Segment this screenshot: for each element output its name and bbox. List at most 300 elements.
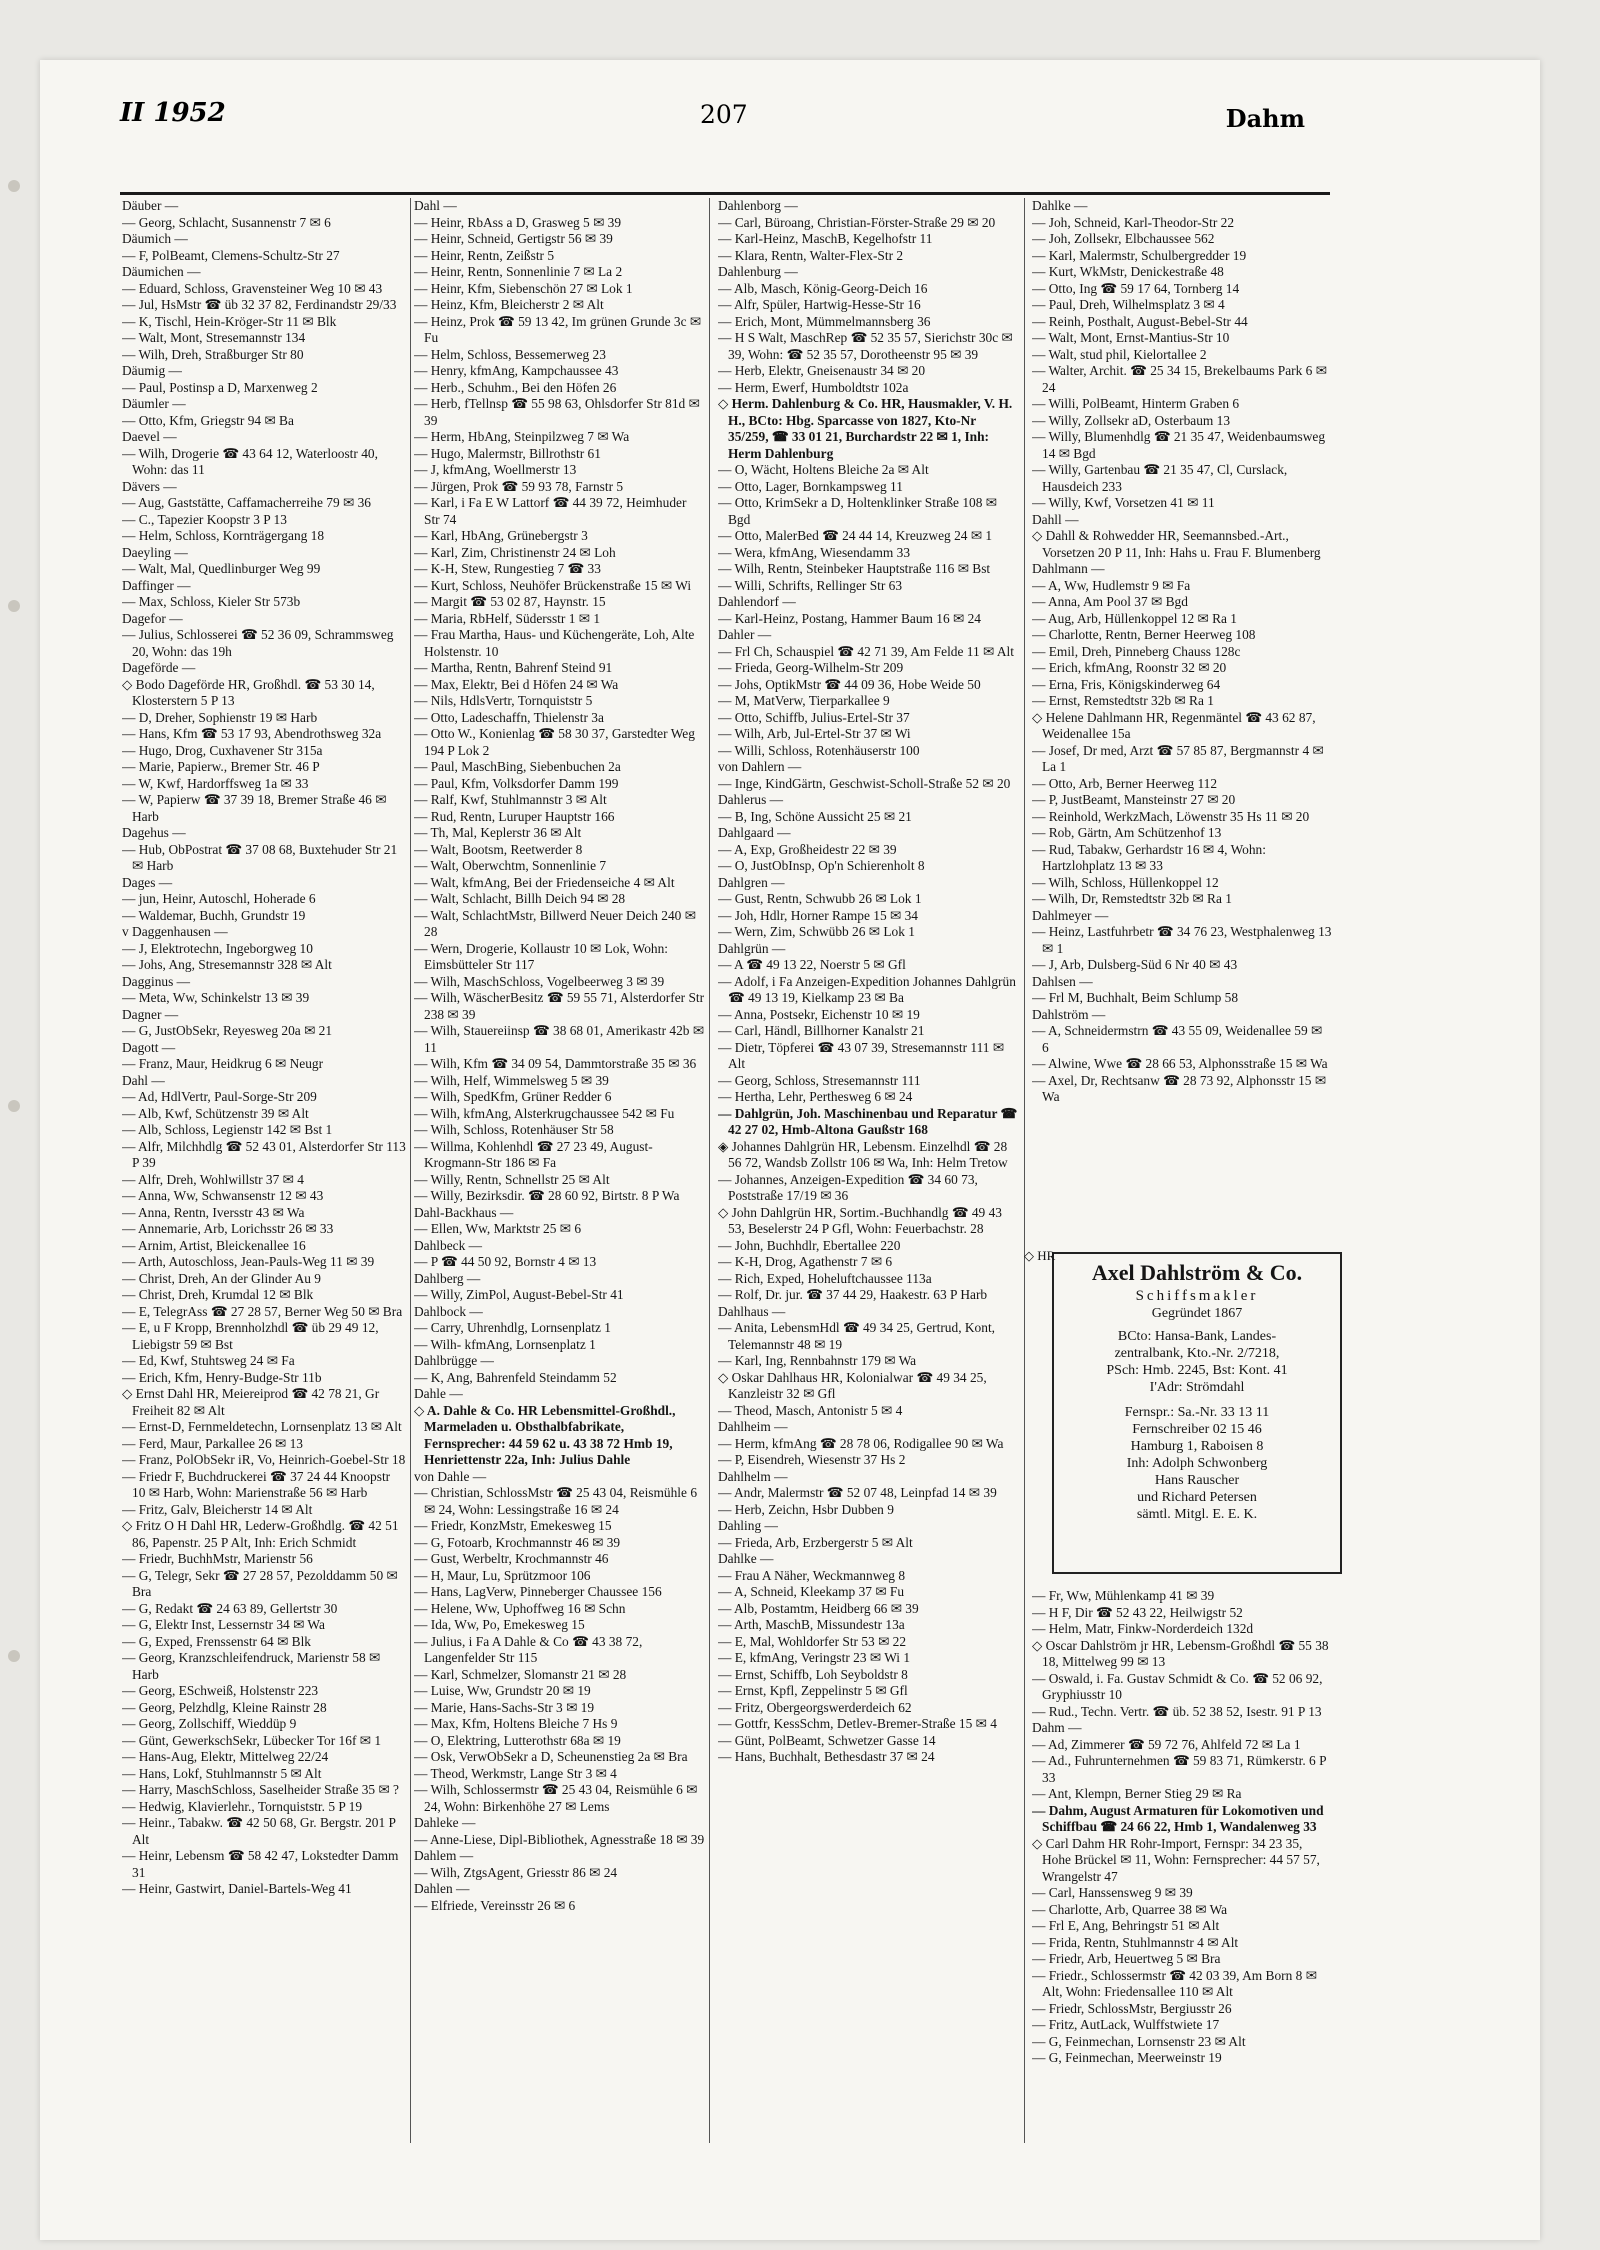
directory-entry: — Margit ☎ 53 02 87, Haynstr. 15 xyxy=(414,594,606,609)
directory-entry: — Nils, HdlsVertr, Tornquiststr 5 xyxy=(414,693,593,708)
directory-entry: — Marie, Papierw., Bremer Str. 46 P xyxy=(122,759,320,774)
directory-entry: — Heinr., Tabakw. ☎ 42 50 68, Gr. Bergstr. 201 P Alt xyxy=(122,1815,396,1847)
directory-entry: — Rud, Rentn, Luruper Hauptstr 166 xyxy=(414,808,615,824)
directory-entry: — G, JustObSekr, Reyesweg 20a ✉ 21 xyxy=(122,1023,333,1038)
directory-entry: — Joh, Zollsekr, Elbchaussee 562 xyxy=(1032,231,1215,246)
advert-line: BCto: Hansa-Bank, Landes- xyxy=(1117,1329,1277,1344)
directory-entry: — Hans, LagVerw, Pinneberger Chaussee 156 xyxy=(414,1584,662,1599)
directory-entry: — Friedr, BuchhMstr, Marienstr 56 xyxy=(122,1551,313,1566)
directory-entry: — Reinh, Posthalt, August-Bebel-Str 44 xyxy=(1032,313,1248,329)
directory-entry: — G, Fotoarb, Krochmannstr 46 ✉ 39 xyxy=(414,1534,621,1550)
directory-entry: — Hertha, Lehr, Perthesweg 6 ✉ 24 xyxy=(718,1089,913,1104)
advert-line: und Richard Petersen xyxy=(1137,1490,1257,1505)
directory-entry: — F, PolBeamt, Clemens-Schultz-Str 27 xyxy=(122,247,340,263)
directory-entry: — Gust, Werbeltr, Krochmannstr 46 xyxy=(414,1551,609,1566)
surname-heading: Dahlhelm — xyxy=(718,1468,788,1484)
advert-lines xyxy=(1054,1328,1340,1523)
directory-entry: — Ferd, Maur, Parkallee 26 ✉ 13 xyxy=(122,1435,304,1451)
directory-entry: — Herb, fTellnsp ☎ 55 98 63, Ohlsdorfer Str 81d ✉ 39 xyxy=(414,396,700,428)
directory-entry: — W, Kwf, Hardorffsweg 1a ✉ 33 xyxy=(122,775,309,791)
directory-entry: — Aug, Gaststätte, Caffamacherreihe 79 ✉ 36 xyxy=(122,495,371,510)
directory-entry: — Otto, Arb, Berner Heerweg 112 xyxy=(1032,775,1218,791)
directory-entry: — P, Eisendreh, Wiesenstr 37 Hs 2 xyxy=(718,1452,906,1467)
directory-entry: — Paul, Postinsp a D, Marxenweg 2 xyxy=(122,379,318,395)
directory-entry: — Erich, kfmAng, Roonstr 32 ✉ 20 xyxy=(1032,660,1227,675)
directory-entry: — Hugo, Drog, Cuxhavener Str 315a xyxy=(122,742,323,758)
directory-entry: — Anne-Liese, Dipl-Bibliothek, Agnesstraße 18 ✉ 39 xyxy=(414,1831,705,1847)
directory-entry: — Jürgen, Prok ☎ 59 93 78, Farnstr 5 xyxy=(414,478,624,494)
directory-entry: — C., Tapezier Koopstr 3 P 13 xyxy=(122,511,287,527)
directory-entry: — Wilh, Stauereiinsp ☎ 38 68 01, Amerikastr 42b ✉ 11 xyxy=(414,1023,705,1055)
directory-entry: — Dahlgrün, Joh. Maschinenbau und Reparatur ☎ 42 27 02, Hmb-Altona Gaußstr 168 xyxy=(718,1105,1018,1137)
directory-entry: — Waldemar, Buchh, Grundstr 19 xyxy=(122,907,306,923)
directory-entry: — Karl-Heinz, MaschB, Kegelhofstr 11 xyxy=(718,231,933,246)
directory-entry: — Dietr, Töpferei ☎ 43 07 39, Stresemannstr 111 ✉ Alt xyxy=(718,1039,1005,1071)
surname-heading: Däumich — xyxy=(122,231,188,246)
directory-entry: — Karl, HbAng, Grünebergstr 3 xyxy=(414,528,588,543)
directory-entry: ◇ Ernst Dahl HR, Meiereiprod ☎ 42 78 21, Gr Freiheit 82 ✉ Alt xyxy=(122,1386,380,1418)
directory-entry: — Julius, i Fa A Dahle & Co ☎ 43 38 72, Langenfelder Str 115 xyxy=(414,1633,643,1665)
directory-entry: — Herm, HbAng, Steinpilzweg 7 ✉ Wa xyxy=(414,429,630,444)
directory-entry: — Karl, Malermstr, Schulbergredder 19 xyxy=(1032,247,1247,263)
directory-entry: — E, TelegrAss ☎ 27 28 57, Berner Weg 50 ✉ Bra xyxy=(122,1303,403,1319)
directory-entry: — K, Tischl, Hein-Kröger-Str 11 ✉ Blk xyxy=(122,313,337,329)
surname-heading: Dahlhaus — xyxy=(718,1303,786,1319)
directory-entry: — Ida, Ww, Po, Emekesweg 15 xyxy=(414,1617,585,1632)
directory-entry: — H S Walt, MaschRep ☎ 52 35 57, Sierichstr 30c ✉ 39, Wohn: ☎ 52 35 57, Dorotheenstr 95 ✉ 39 xyxy=(718,330,1013,362)
surname-heading: Dahlerus — xyxy=(718,792,784,807)
directory-entry: — Helm, Matr, Finkw-Norderdeich 132d xyxy=(1032,1621,1254,1636)
directory-entry: — Carry, Uhrenhdlg, Lornsenplatz 1 xyxy=(414,1320,611,1335)
directory-entry: — Th, Mal, Keplerstr 36 ✉ Alt xyxy=(414,825,582,840)
directory-entry: — Axel, Dr, Rechtsanw ☎ 28 73 92, Alphonsstr 15 ✉ Wa xyxy=(1032,1072,1327,1104)
directory-entry: — Wern, Zim, Schwübb 26 ✉ Lok 1 xyxy=(718,924,915,939)
directory-entry: — O, Elektring, Lutterothstr 68a ✉ 19 xyxy=(414,1732,621,1748)
surname-heading: Dahling — xyxy=(718,1518,778,1533)
directory-entry: — Walter, Archit. ☎ 25 34 15, Brekelbaums Park 6 ✉ 24 xyxy=(1032,363,1327,395)
directory-entry: — A, Exp, Großheidestr 22 ✉ 39 xyxy=(718,841,897,857)
directory-entry: — Rud, Tabakw, Gerhardstr 16 ✉ 4, Wohn: Hartzlohplatz 13 ✉ 33 xyxy=(1032,841,1266,873)
directory-entry: — Paul, Kfm, Volksdorfer Damm 199 xyxy=(414,775,619,791)
directory-entry: — Willy, Gartenbau ☎ 21 35 47, Cl, Curslack, Hausdeich 233 xyxy=(1032,462,1288,494)
directory-entry: — Frau A Näher, Weckmannweg 8 xyxy=(718,1567,906,1583)
directory-entry: — Paul, Dreh, Wilhelmsplatz 3 ✉ 4 xyxy=(1032,297,1225,312)
surname-heading: Dagott — xyxy=(122,1039,176,1055)
directory-entry: — Otto, MalerBed ☎ 24 44 14, Kreuzweg 24 ✉ 1 xyxy=(718,528,993,543)
directory-entry: ◇ Dahll & Rohwedder HR, Seemannsbed.-Art., Vorsetzen 20 P 11, Inh: Hahs u. Frau F. Blumenberg xyxy=(1032,528,1321,560)
directory-entry: — Heinz, Lastfuhrbetr ☎ 34 76 23, Westphalenweg 13 ✉ 1 xyxy=(1032,924,1332,956)
directory-entry: ◇ Herm. Dahlenburg & Co. HR, Hausmakler, V. H. H., BCto: Hbg. Sparcasse von 1827, Kto-Nr 35/259, ☎ 33 01 21, Burchardstr 22 ✉ 1, Inh: Herm Dahlenburg xyxy=(718,396,1013,461)
directory-entry: — Heinr, Schneid, Gertigstr 56 ✉ 39 xyxy=(414,231,613,246)
directory-entry: — G, Exped, Frenssenstr 64 ✉ Blk xyxy=(122,1633,312,1649)
directory-entry: — Anna, Am Pool 37 ✉ Bgd xyxy=(1032,594,1188,609)
directory-entry: — Heinz, Prok ☎ 59 13 42, Im grünen Grunde 3c ✉ Fu xyxy=(414,313,702,345)
surname-heading: Dahm — xyxy=(1032,1720,1082,1735)
surname-heading: Dahl — xyxy=(122,1072,165,1088)
directory-entry: — Wilh, Schlossermstr ☎ 25 43 04, Reismühle 6 ✉ 24, Wohn: Birkenhöhe 27 ✉ Lems xyxy=(414,1782,698,1814)
directory-entry: — Friedr., Schlossermstr ☎ 42 03 39, Am Born 8 ✉ Alt, Wohn: Friedensallee 110 ✉ Alt xyxy=(1032,1967,1317,1999)
directory-entry: — Herm, kfmAng ☎ 28 78 06, Rodigallee 90 ✉ Wa xyxy=(718,1435,1004,1451)
directory-entry: — Carl, Händl, Billhorner Kanalstr 21 xyxy=(718,1023,925,1038)
directory-entry: — Otto, KrimSekr a D, Holtenklinker Straße 108 ✉ Bgd xyxy=(718,495,997,527)
directory-entry: — Emil, Dreh, Pinneberg Chauss 128c xyxy=(1032,643,1241,659)
directory-entry: — Arth, Autoschloss, Jean-Pauls-Weg 11 ✉ 39 xyxy=(122,1254,375,1269)
directory-entry: — Klara, Rentn, Walter-Flex-Str 2 xyxy=(718,247,904,263)
directory-entry: — Alb, Kwf, Schützenstr 39 ✉ Alt xyxy=(122,1105,309,1121)
directory-entry: — O, JustObInsp, Op'n Schierenholt 8 xyxy=(718,858,925,873)
directory-entry: — jun, Heinr, Autoschl, Hoherade 6 xyxy=(122,891,316,906)
directory-entry: — Hub, ObPostrat ☎ 37 08 68, Buxtehuder Str 21 ✉ Harb xyxy=(122,841,398,873)
directory-entry: — Erich, Kfm, Henry-Budge-Str 11b xyxy=(122,1369,322,1385)
directory-entry: — P ☎ 44 50 92, Bornstr 4 ✉ 13 xyxy=(414,1254,597,1269)
directory-entry: — Gottfr, KessSchm, Detlev-Bremer-Straße 15 ✉ 4 xyxy=(718,1716,997,1731)
directory-entry: — E, kfmAng, Veringstr 23 ✉ Wi 1 xyxy=(718,1650,911,1665)
surname-heading: Dahlbock — xyxy=(414,1303,483,1319)
directory-entry: — Fr, Ww, Mühlenkamp 41 ✉ 39 xyxy=(1032,1588,1215,1603)
directory-entry: — Christ, Dreh, An der Glinder Au 9 xyxy=(122,1270,321,1286)
directory-entry: — Reinhold, WerkzMach, Löwenstr 35 Hs 11 ✉ 20 xyxy=(1032,808,1310,824)
running-head: Dahm xyxy=(1225,104,1305,133)
directory-entry: — Joh, Hdlr, Horner Rampe 15 ✉ 34 xyxy=(718,907,918,923)
directory-entry: — Arnim, Artist, Bleickenallee 16 xyxy=(122,1237,306,1253)
directory-entry: — Willy, Bezirksdir. ☎ 28 60 92, Birtstr. 8 P Wa xyxy=(414,1188,680,1203)
directory-entry: — Erna, Fris, Königskinderweg 64 xyxy=(1032,676,1221,692)
directory-entry: — Oswald, i. Fa. Gustav Schmidt & Co. ☎ 52 06 92, Gryphiusstr 10 xyxy=(1032,1670,1323,1702)
directory-entry: — Jul, HsMstr ☎ üb 32 37 82, Ferdinandstr 29/33 xyxy=(122,297,397,312)
directory-entry: — Wilh, Rentn, Steinbeker Hauptstraße 116 ✉ Bst xyxy=(718,561,991,576)
surname-heading: Dahlke — xyxy=(1032,198,1088,213)
directory-entry: — Josef, Dr med, Arzt ☎ 57 85 87, Bergmannstr 4 ✉ La 1 xyxy=(1032,742,1324,774)
directory-entry: — Helm, Schloss, Bessemerweg 23 xyxy=(414,346,606,362)
directory-entry: — Max, Kfm, Holtens Bleiche 7 Hs 9 xyxy=(414,1716,618,1731)
directory-entry: — Hedwig, Klavierlehr., Tornquiststr. 5 P 19 xyxy=(122,1798,363,1814)
directory-entry: — Luise, Ww, Grundstr 20 ✉ 19 xyxy=(414,1683,591,1698)
directory-entry: — Elfriede, Vereinsstr 26 ✉ 6 xyxy=(414,1897,576,1913)
directory-entry: — Georg, Kranzschleifendruck, Marienstr 58 ✉ Harb xyxy=(122,1650,381,1682)
directory-entry: — Walt, Oberwchtm, Sonnenlinie 7 xyxy=(414,858,607,873)
directory-entry: — Wilh, ZtgsAgent, Griesstr 86 ✉ 24 xyxy=(414,1864,618,1880)
directory-entry: ◇ Oskar Dahlhaus HR, Kolonialwar ☎ 49 34 25, Kanzleistr 32 ✉ Gfl xyxy=(718,1369,987,1401)
directory-entry: — Hans, Buchhalt, Bethesdastr 37 ✉ 24 xyxy=(718,1749,935,1764)
surname-heading: Dahlen — xyxy=(414,1881,470,1896)
directory-entry: — Heinz, Kfm, Bleicherstr 2 ✉ Alt xyxy=(414,297,604,312)
directory-entry: ◈ Johannes Dahlgrün HR, Lebensm. Einzelhdl ☎ 28 56 72, Wandsb Zollstr 106 ✉ Wa, Inh: Helm Tretow xyxy=(718,1138,1008,1170)
surname-heading: Dages — xyxy=(122,874,173,890)
directory-entry: — Walt, stud phil, Kielortallee 2 xyxy=(1032,346,1207,362)
directory-entry: — Inge, KindGärtn, Geschwist-Scholl-Straße 52 ✉ 20 xyxy=(718,775,1011,791)
directory-entry: — Willma, Kohlenhdl ☎ 27 23 49, August-Krogmann-Str 186 ✉ Fa xyxy=(414,1138,653,1170)
directory-entry: — B, Ing, Schöne Aussicht 25 ✉ 21 xyxy=(718,808,912,824)
surname-heading: Dahlenborg — xyxy=(718,198,798,213)
advert-line: zentralbank, Kto.-Nr. 2/7218, xyxy=(1114,1346,1280,1361)
directory-entry: — Karl, Zim, Christinenstr 24 ✉ Loh xyxy=(414,544,616,560)
surname-heading: Dahlström — xyxy=(1032,1006,1106,1022)
directory-entry: — P, JustBeamt, Mansteinstr 27 ✉ 20 xyxy=(1032,792,1236,807)
directory-entry: — Willy, Rentn, Schnellstr 25 ✉ Alt xyxy=(414,1171,610,1187)
directory-entry: — Anna, Ww, Schwansenstr 12 ✉ 43 xyxy=(122,1188,324,1203)
directory-entry: ◇ Bodo Dageförde HR, Großhdl. ☎ 53 30 14, Klosterstern 5 P 13 xyxy=(122,676,375,708)
directory-entry: — Wilh, MaschSchloss, Vogelbeerweg 3 ✉ 39 xyxy=(414,973,665,989)
directory-entry: — Hans-Aug, Elektr, Mittelweg 22/24 xyxy=(122,1749,329,1764)
directory-entry: ◇ Oscar Dahlström jr HR, Lebensm-Großhdl ☎ 55 38 18, Mittelweg 99 ✉ 13 xyxy=(1032,1637,1329,1669)
directory-entry: — Charlotte, Rentn, Berner Heerweg 108 xyxy=(1032,627,1256,642)
directory-entry: ◇ A. Dahle & Co. HR Lebensmittel-Großhdl., Marmeladen u. Obsthalbfabrikate, Fernsprecher: 44 59 62 u. 43 38 72 Hmb 19, Henriettenstr 22a, Inh: Julius Dahle xyxy=(414,1402,676,1467)
directory-entry: — Max, Elektr, Bei d Höfen 24 ✉ Wa xyxy=(414,676,619,692)
directory-entry: — Frl E, Ang, Behringstr 51 ✉ Alt xyxy=(1032,1918,1220,1933)
directory-entry: — K-H, Stew, Rungestieg 7 ☎ 33 xyxy=(414,561,601,576)
directory-entry: — Willi, Schrifts, Rellinger Str 63 xyxy=(718,577,903,593)
column-3 xyxy=(718,198,1018,2148)
directory-entry: — Alwine, Wwe ☎ 28 66 53, Alphonsstraße 15 ✉ Wa xyxy=(1032,1056,1328,1071)
directory-entry: — Helm, Schloss, Kornträgergang 18 xyxy=(122,528,325,543)
directory-entry: — Carl, Büroang, Christian-Förster-Straße 29 ✉ 20 xyxy=(718,214,996,230)
directory-entry: — D, Dreher, Sophienstr 19 ✉ Harb xyxy=(122,709,318,725)
surname-heading: Dahlbeck — xyxy=(414,1237,483,1253)
directory-entry: — Karl, Ing, Rennbahnstr 179 ✉ Wa xyxy=(718,1353,917,1368)
directory-entry: — Wilh, Drogerie ☎ 43 64 12, Waterloostr 40, Wohn: das 11 xyxy=(122,445,378,477)
directory-entry: — Anna, Postsekr, Eichenstr 10 ✉ 19 xyxy=(718,1006,920,1022)
directory-entry: — Herm, Ewerf, Humboldtstr 102a xyxy=(718,379,909,395)
surname-heading: Däumler — xyxy=(122,396,186,411)
directory-entry: — Georg, ESchweiß, Holstenstr 223 xyxy=(122,1683,319,1698)
advert-line xyxy=(1054,1396,1340,1404)
directory-entry: — K, Ang, Bahrenfeld Steindamm 52 xyxy=(414,1369,617,1385)
directory-entry: — Walt, Mont, Stresemannstr 134 xyxy=(122,330,306,345)
surname-heading: Dahll — xyxy=(1032,511,1079,527)
advert-firm: Axel Dahlström & Co. xyxy=(1091,1260,1303,1285)
directory-entry: — Ad, HdlVertr, Paul-Sorge-Str 209 xyxy=(122,1089,317,1104)
directory-entry: — Ad, Zimmerer ☎ 59 72 76, Ahlfeld 72 ✉ La 1 xyxy=(1032,1736,1301,1752)
directory-entry: — Kurt, Schloss, Neuhöfer Brückenstraße 15 ✉ Wi xyxy=(414,577,692,593)
directory-entry: — Ellen, Ww, Marktstr 25 ✉ 6 xyxy=(414,1221,582,1236)
directory-entry: — Rolf, Dr. jur. ☎ 37 44 29, Haakestr. 63 P Harb xyxy=(718,1287,988,1302)
directory-entry: — Kurt, WkMstr, Denickestraße 48 xyxy=(1032,264,1224,279)
surname-heading: Dagehus — xyxy=(122,825,186,840)
directory-entry: ◇ Fritz O H Dahl HR, Lederw-Großhdlg. ☎ 42 51 86, Papenstr. 25 P Alt, Inh: Erich Schmidt xyxy=(122,1518,399,1550)
directory-entry: — Ernst, Remstedtstr 32b ✉ Ra 1 xyxy=(1032,693,1214,708)
directory-entry: — Georg, Pelzhdlg, Kleine Rainstr 28 xyxy=(122,1699,327,1715)
directory-entry: — Frau Martha, Haus- und Küchengeräte, Loh, Alte Holstenstr. 10 xyxy=(414,627,695,659)
directory-entry: — Ant, Klempn, Berner Stieg 29 ✉ Ra xyxy=(1032,1786,1242,1801)
directory-entry: — Theod, Werkmstr, Lange Str 3 ✉ 4 xyxy=(414,1765,617,1781)
directory-entry: — Otto, Schiffb, Julius-Ertel-Str 37 xyxy=(718,709,910,725)
surname-heading: Daevel — xyxy=(122,429,177,444)
directory-entry: — Alfr, Spüler, Hartwig-Hesse-Str 16 xyxy=(718,297,921,312)
directory-entry: ◇ John Dahlgrün HR, Sortim.-Buchhandlg ☎ 49 43 53, Beselerstr 24 P Gfl, Wohn: Feuerbachstr. 28 xyxy=(718,1204,1002,1236)
directory-entry: — Fritz, Obergeorgswerderdeich 62 xyxy=(718,1699,912,1715)
directory-entry: — Johs, OptikMstr ☎ 44 09 36, Hobe Weide 50 xyxy=(718,676,981,692)
directory-entry: — Hans, Kfm ☎ 53 17 93, Abendrothsweg 32a xyxy=(122,726,382,741)
directory-entry: — Alfr, Milchhdlg ☎ 52 43 01, Alsterdorfer Str 113 P 39 xyxy=(122,1138,406,1170)
surname-heading: Dahlgren — xyxy=(718,874,785,890)
directory-entry: — Annemarie, Arb, Lorichsstr 26 ✉ 33 xyxy=(122,1221,334,1236)
page-header xyxy=(120,90,1305,133)
directory-entry: — Alfr, Dreh, Wohlwillstr 37 ✉ 4 xyxy=(122,1171,304,1187)
directory-entry: — J, Elektrotechn, Ingeborgweg 10 xyxy=(122,940,313,956)
directory-entry: — Dahm, August Armaturen für Lokomotiven und Schiffbau ☎ 24 66 22, Hmb 1, Wandalenweg 33 xyxy=(1032,1802,1324,1834)
surname-heading: Dahlbrügge — xyxy=(414,1353,494,1368)
advert-line: Inh: Adolph Schwonberg xyxy=(1126,1456,1268,1471)
directory-entry: — John, Buchhdlr, Ebertallee 220 xyxy=(718,1237,901,1253)
directory-entry: — Fritz, AutLack, Wulffstwiete 17 xyxy=(1032,2017,1220,2032)
directory-entry: — Frl M, Buchhalt, Beim Schlump 58 xyxy=(1032,990,1239,1005)
surname-heading: Daffinger — xyxy=(122,577,191,593)
directory-entry: — J, kfmAng, Woellmerstr 13 xyxy=(414,462,577,477)
directory-entry: — Wilh, Schloss, Hüllenkoppel 12 xyxy=(1032,874,1219,890)
directory-entry: — Marie, Hans-Sachs-Str 3 ✉ 19 xyxy=(414,1699,595,1715)
directory-entry: — Walt, kfmAng, Bei der Friedenseiche 4 ✉ Alt xyxy=(414,874,675,890)
directory-entry: — G, Telegr, Sekr ☎ 27 28 57, Pezolddamm 50 ✉ Bra xyxy=(122,1567,398,1599)
directory-entry: — Walt, SchlachtMstr, Billwerd Neuer Deich 240 ✉ 28 xyxy=(414,907,696,939)
directory-entry: — Frieda, Arb, Erzbergerstr 5 ✉ Alt xyxy=(718,1534,913,1550)
directory-entry: — Eduard, Schloss, Gravensteiner Weg 10 ✉ 43 xyxy=(122,280,383,296)
directory-entry: — Wern, Drogerie, Kollaustr 10 ✉ Lok, Wohn: Eimsbütteler Str 117 xyxy=(414,940,669,972)
directory-entry: — A ☎ 49 13 22, Noerstr 5 ✉ Gfl xyxy=(718,957,906,972)
directory-entry: — Maria, RbHelf, Südersstr 1 ✉ 1 xyxy=(414,610,601,626)
surname-heading: Dagginus — xyxy=(122,973,191,989)
directory-entry: — Herb, Elektr, Gneisenaustr 34 ✉ 20 xyxy=(718,363,926,378)
directory-entry: — Ed, Kwf, Stuhtsweg 24 ✉ Fa xyxy=(122,1353,295,1368)
directory-entry: — O, Wächt, Holtens Bleiche 2a ✉ Alt xyxy=(718,462,929,477)
directory-entry: — Helene, Ww, Uphoffweg 16 ✉ Schn xyxy=(414,1600,626,1616)
directory-entry: — Harry, MaschSchloss, Saselheider Straße 35 ✉ ? xyxy=(122,1782,399,1797)
directory-entry: — Willy, Kwf, Vorsetzen 41 ✉ 11 xyxy=(1032,495,1215,510)
directory-entry: — Otto, Kfm, Griegstr 94 ✉ Ba xyxy=(122,412,294,428)
directory-entry: — Frieda, Georg-Wilhelm-Str 209 xyxy=(718,660,904,675)
advert-trade: Schiffsmakler xyxy=(1135,1288,1259,1304)
directory-entry: ◇ Carl Dahm HR Rohr-Import, Fernspr: 34 23 35, Hohe Brückel ✉ 11, Wohn: Fernsprecher: 44 57 57, Wrangelstr 47 xyxy=(1032,1835,1320,1884)
directory-entry: — Hugo, Malermstr, Billrothstr 61 xyxy=(414,445,601,461)
directory-entry: — Wilh, Helf, Wimmelsweg 5 ✉ 39 xyxy=(414,1072,609,1088)
directory-entry: — K-H, Drog, Agathenstr 7 ✉ 6 xyxy=(718,1254,893,1269)
surname-heading: von Dahlern — xyxy=(718,759,802,774)
directory-entry: — Aug, Arb, Hüllenkoppel 12 ✉ Ra 1 xyxy=(1032,610,1237,626)
directory-entry: — Henry, kfmAng, Kampchaussee 43 xyxy=(414,363,619,378)
directory-entry: — Erich, Mont, Mümmelmannsberg 36 xyxy=(718,313,931,329)
directory-entry: — Willy, Blumenhdlg ☎ 21 35 47, Weidenbaumsweg 14 ✉ Bgd xyxy=(1032,429,1326,461)
surname-heading: Dahlmeyer — xyxy=(1032,907,1109,923)
directory-entry: — Franz, Maur, Heidkrug 6 ✉ Neugr xyxy=(122,1056,324,1071)
directory-entry: — E, Mal, Wohldorfer Str 53 ✉ 22 xyxy=(718,1633,907,1649)
surname-heading: Dahleke — xyxy=(414,1815,476,1830)
directory-entry: — Adolf, i Fa Anzeigen-Expedition Johannes Dahlgrün ☎ 49 13 19, Kielkamp 23 ✉ Ba xyxy=(718,973,1016,1005)
directory-entry: — Wera, kfmAng, Wiesendamm 33 xyxy=(718,544,911,560)
directory-entry: — Friedr, SchlossMstr, Bergiusstr 26 xyxy=(1032,2000,1232,2016)
directory-entry: — Wilh, Arb, Jul-Ertel-Str 37 ✉ Wi xyxy=(718,726,911,741)
directory-entry: — A, Ww, Hudlemstr 9 ✉ Fa xyxy=(1032,577,1191,593)
directory-entry: — Andr, Malermstr ☎ 52 07 48, Leinpfad 14 ✉ 39 xyxy=(718,1485,997,1500)
directory-entry: — Günt, PolBeamt, Schwetzer Gasse 14 xyxy=(718,1732,936,1748)
directory-entry: — A, Schneidermstrn ☎ 43 55 09, Weidenallee 59 ✉ 6 xyxy=(1032,1023,1323,1055)
surname-heading: Dahlgrün — xyxy=(718,940,786,956)
directory-entry: — H, Maur, Lu, Sprützmoor 106 xyxy=(414,1567,591,1583)
directory-entry: — Willy, Zollsekr aD, Osterbaum 13 xyxy=(1032,412,1231,428)
page-number: 207 xyxy=(700,100,748,129)
directory-entry: — Heinr, Gastwirt, Daniel-Bartels-Weg 41 xyxy=(122,1881,352,1896)
surname-heading: Däumig — xyxy=(122,363,182,378)
directory-entry: — Johs, Ang, Stresemannstr 328 ✉ Alt xyxy=(122,957,332,972)
surname-heading: Dahlenburg — xyxy=(718,264,798,279)
surname-heading: von Dahle — xyxy=(414,1468,487,1484)
directory-entry: — Arth, MaschB, Missundestr 13a xyxy=(718,1617,905,1632)
surname-heading: Dagner — xyxy=(122,1006,179,1022)
directory-entry: — Karl-Heinz, Postang, Hammer Baum 16 ✉ 24 xyxy=(718,610,981,626)
advert-line: Fernschreiber 02 15 46 xyxy=(1132,1422,1262,1437)
surname-heading: Dahlke — xyxy=(718,1551,774,1566)
column-2 xyxy=(414,198,705,2148)
directory-entry: — Wilh, SpedKfm, Grüner Redder 6 xyxy=(414,1089,612,1104)
directory-entry: — Franz, PolObSekr iR, Vo, Heinrich-Goebel-Str 18 xyxy=(122,1452,406,1467)
surname-heading: Dahlheim — xyxy=(718,1419,788,1434)
advert-line: Hans Rauscher xyxy=(1154,1473,1240,1488)
directory-entry: — Heinr, Rentn, Zeißstr 5 xyxy=(414,247,555,263)
directory-entry: — Joh, Schneid, Karl-Theodor-Str 22 xyxy=(1032,214,1235,230)
directory-entry: — Anna, Rentn, Iversstr 43 ✉ Wa xyxy=(122,1204,305,1220)
surname-heading: Dahlmann — xyxy=(1032,561,1105,576)
directory-entry: — Julius, Schlosserei ☎ 52 36 09, Schrammsweg 20, Wohn: das 19h xyxy=(122,627,394,659)
directory-entry: — Alb, Masch, König-Georg-Deich 16 xyxy=(718,280,928,296)
directory-entry: — Martha, Rentn, Bahrenf Steind 91 xyxy=(414,660,613,675)
directory-entry: — G, Feinmechan, Lornsenstr 23 ✉ Alt xyxy=(1032,2033,1246,2049)
directory-entry: ◇ Helene Dahlmann HR, Regenmäntel ☎ 43 62 87, Weidenallee 15a xyxy=(1032,709,1316,741)
advert-marker: ◇ HR xyxy=(1024,1248,1056,1263)
surname-heading: Dahlberg — xyxy=(414,1270,481,1286)
directory-entry: — Karl, i Fa E W Lattorf ☎ 44 39 72, Heimhuder Str 74 xyxy=(414,495,687,527)
header-rule xyxy=(120,192,1330,195)
directory-entry: — M, MatVerw, Tierparkallee 9 xyxy=(718,693,890,708)
surname-heading: Dagefor — xyxy=(122,610,183,626)
directory-entry: — Wilh, kfmAng, Alsterkrugchaussee 542 ✉ Fu xyxy=(414,1105,675,1121)
advert-founded: Gegründet 1867 xyxy=(1151,1306,1243,1321)
directory-entry: — Frl Ch, Schauspiel ☎ 42 71 39, Am Felde 11 ✉ Alt xyxy=(718,643,1014,659)
surname-heading: Dahlgaard — xyxy=(718,825,791,840)
surname-heading: Dävers — xyxy=(122,478,177,494)
directory-entry: — Georg, Schlacht, Susannenstr 7 ✉ 6 xyxy=(122,214,331,230)
surname-heading: Dahl — xyxy=(414,198,457,213)
directory-entry: — Otto, Ing ☎ 59 17 64, Tornberg 14 xyxy=(1032,280,1240,296)
volume-year: II 1952 xyxy=(120,98,226,128)
column-divider xyxy=(709,198,710,2143)
advert-line: I'Adr: Strömdahl xyxy=(1149,1380,1245,1395)
directory-entry: — Heinr, Rentn, Sonnenlinie 7 ✉ La 2 xyxy=(414,264,623,279)
directory-entry: — Friedr, Arb, Heuertweg 5 ✉ Bra xyxy=(1032,1951,1221,1966)
directory-entry: — Wilh, Schloss, Rotenhäuser Str 58 xyxy=(414,1122,614,1137)
directory-entry: — J, Arb, Dulsberg-Süd 6 Nr 40 ✉ 43 xyxy=(1032,957,1238,972)
directory-entry: — Osk, VerwObSekr a D, Scheunenstieg 2a ✉ Bra xyxy=(414,1749,688,1764)
directory-entry: — Ernst, Schiffb, Loh Seyboldstr 8 xyxy=(718,1666,908,1682)
directory-entry: — Ad., Fuhrunternehmen ☎ 59 83 71, Rümkerstr. 6 P 33 xyxy=(1032,1753,1327,1785)
directory-entry: — Carl, Hanssensweg 9 ✉ 39 xyxy=(1032,1885,1193,1900)
directory-entry: — Gust, Rentn, Schwubb 26 ✉ Lok 1 xyxy=(718,891,922,906)
directory-entry: — Friedr, KonzMstr, Emekesweg 15 xyxy=(414,1518,612,1533)
surname-heading: Daeyling — xyxy=(122,544,188,560)
column-1 xyxy=(122,198,406,2148)
directory-entry: — Meta, Ww, Schinkelstr 13 ✉ 39 xyxy=(122,990,310,1005)
surname-heading: Dageförde — xyxy=(122,660,196,675)
advert-box xyxy=(1024,1248,1342,1574)
directory-entry: — Paul, MaschBing, Siebenbuchen 2a xyxy=(414,759,621,774)
directory-entry: — H F, Dir ☎ 52 43 22, Heilwigstr 52 xyxy=(1032,1604,1243,1620)
directory-entry: — Willy, ZimPol, August-Bebel-Str 41 xyxy=(414,1287,624,1302)
directory-entry: — Alb, Postamtm, Heidberg 66 ✉ 39 xyxy=(718,1600,919,1616)
surname-heading: Dahlem — xyxy=(414,1848,474,1863)
directory-entry: — Heinr, Kfm, Siebenschön 27 ✉ Lok 1 xyxy=(414,280,633,296)
directory-entry: — Heinr, RbAss a D, Grasweg 5 ✉ 39 xyxy=(414,214,622,230)
directory-entry: — Georg, Zollschiff, Wieddüp 9 xyxy=(122,1716,297,1731)
directory-entry: — G, Feinmechan, Meerweinstr 19 xyxy=(1032,2050,1222,2065)
directory-entry: — Herb., Schuhm., Bei den Höfen 26 xyxy=(414,379,617,395)
surname-heading: Dahler — xyxy=(718,627,772,642)
